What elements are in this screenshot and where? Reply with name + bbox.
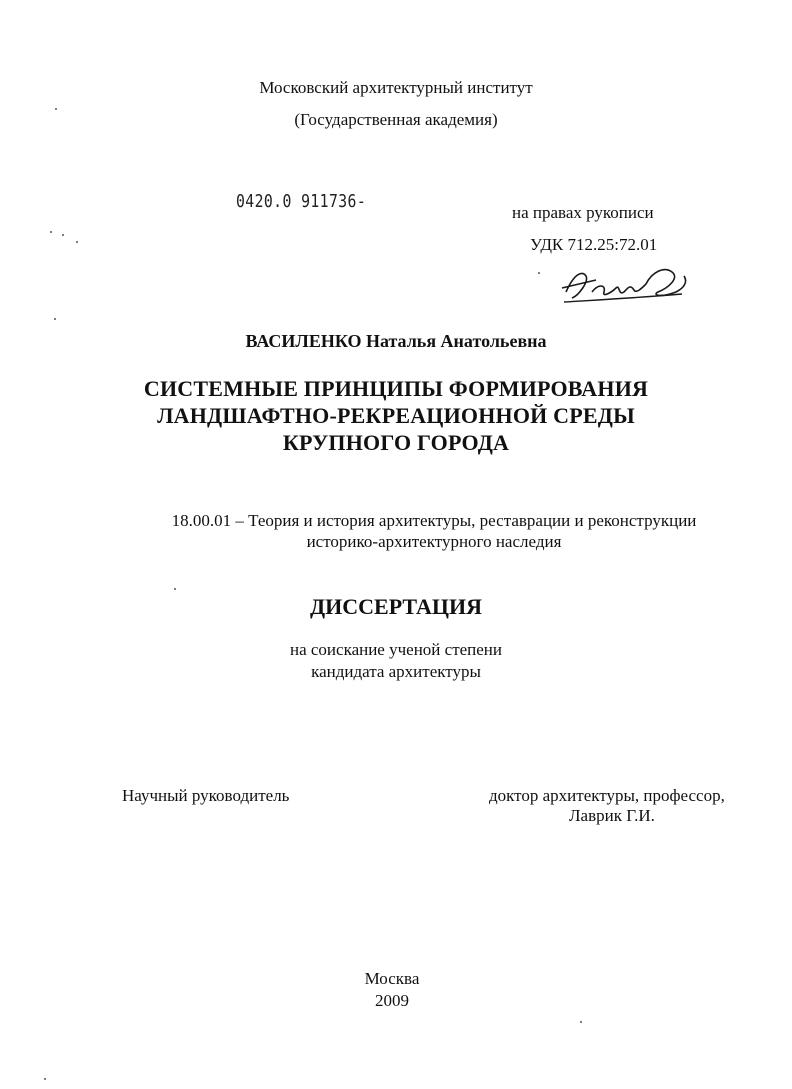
work-type-label: ДИССЕРТАЦИЯ (310, 594, 482, 619)
degree-name-line: кандидата архитектуры (311, 662, 481, 681)
academy-name: (Государственная академия) (294, 110, 498, 129)
scan-speck (62, 234, 64, 236)
scan-speck (76, 241, 78, 243)
supervisor-name: Лаврик Г.И. (569, 806, 655, 825)
scan-speck (54, 318, 56, 320)
city: Москва (364, 969, 420, 988)
institute-name: Московский архитектурный институт (259, 78, 533, 97)
thesis-title-line: КРУПНОГО ГОРОДА (282, 430, 510, 455)
scan-speck (44, 1078, 46, 1080)
supervisor-label: Научный руководитель (122, 786, 290, 805)
scan-speck (538, 272, 540, 274)
author-name: ВАСИЛЕНКО Наталья Анатольевна (245, 331, 547, 351)
scan-speck (174, 588, 176, 590)
handwritten-signature (556, 262, 696, 308)
library-stamp: 0420.0 911736- (236, 191, 367, 212)
supervisor-degree: доктор архитектуры, профессор, (489, 786, 725, 805)
thesis-title-line: СИСТЕМНЫЕ ПРИНЦИПЫ ФОРМИРОВАНИЯ (143, 376, 649, 401)
udc-code: УДК 712.25:72.01 (530, 235, 658, 254)
scan-speck (580, 1021, 582, 1023)
degree-purpose-line: на соискание ученой степени (289, 640, 503, 659)
scan-speck (50, 231, 52, 233)
scan-speck (55, 108, 57, 110)
specialty-description-line: историко-архитектурного наследия (306, 532, 562, 551)
year: 2009 (375, 991, 409, 1010)
thesis-title-line: ЛАНДШАФТНО-РЕКРЕАЦИОННОЙ СРЕДЫ (157, 403, 635, 428)
manuscript-rights: на правах рукописи (512, 203, 654, 222)
specialty-code-line: 18.00.01 – Теория и история архитектуры, реставрации и реконструкции (171, 511, 697, 530)
